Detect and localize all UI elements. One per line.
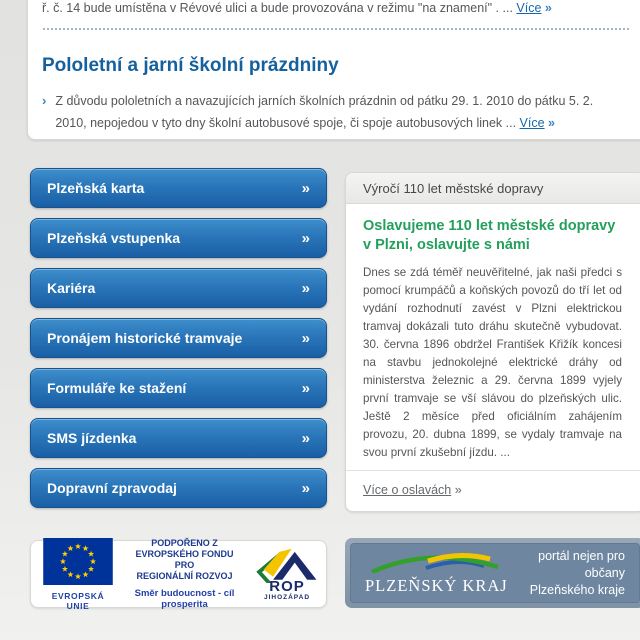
kraj-logo [365,551,508,596]
menu-item-label: Formuláře ke stažení [47,380,187,396]
news-more-link-top[interactable]: Více [516,1,542,15]
menu-item-label: Dopravní zpravodaj [47,480,177,496]
news-more-link[interactable]: Více [519,116,545,130]
news-item-clipped-text: ř. č. 14 bude umístěna v Révové ulici a bude provozována v režimu "na znamení" . ... [42,1,513,15]
menu-item-sms-jizdenka[interactable] [30,418,327,458]
menu-item-label: Plzeňská vstupenka [47,230,181,246]
kraj-banner-link[interactable] [350,543,640,603]
panel-body [346,204,640,462]
panel-title: Oslavujeme 110 let městské dopravy v Plzni, oslavujte s námi [363,218,616,253]
kraj-tagline-line: Plzeňského kraje [529,582,625,597]
dotted-divider [42,28,630,30]
chevron-right-icon: » [301,279,310,297]
kraj-brand: PLZEŇSKÝ KRAJ [365,575,508,595]
eu-funding-text [121,538,248,610]
anniversary-panel [345,172,640,512]
menu-item-label: Pronájem historické tramvaje [47,330,243,346]
more-arrow-icon: » [548,116,555,130]
chevron-right-icon: » [301,329,310,347]
panel-header: Výročí 110 let městské dopravy [346,173,640,204]
more-arrow-icon: » [454,483,462,497]
menu-item-plzenska-vstupenka[interactable] [30,218,327,258]
chevron-right-icon: » [301,429,310,447]
more-arrow-icon: » [544,1,552,15]
rop-region: JIHOZÁPAD [263,594,311,601]
menu-item-label: Plzeňská karta [47,180,145,196]
menu-item-dopravni-zpravodaj[interactable] [30,468,327,508]
menu-item-formulare-ke-stazeni[interactable] [30,368,327,408]
sidebar-menu [30,168,327,508]
kraj-tagline [508,548,625,599]
kraj-arcs-icon [370,551,502,573]
news-headline: Pololetní a jarní školní prázdniny [42,55,339,76]
eu-flag-block [39,538,117,611]
panel-footer [346,470,640,511]
chevron-bullet-icon: › [42,93,47,108]
news-card [27,0,640,140]
menu-item-pronajem-historicke-tramvaje[interactable] [30,318,327,358]
eu-funding-banner [30,538,327,611]
eu-label: EVROPSKÁ UNIE [51,590,105,611]
news-item-text [55,90,600,134]
funding-line: PODPOŘENO Z EVROPSKÉHO FONDU [135,538,234,559]
kraj-banner [345,538,640,608]
news-item [42,90,630,134]
menu-item-plzenska-karta[interactable] [30,168,327,208]
chevron-right-icon: » [301,179,310,197]
menu-item-label: SMS jízdenka [47,430,137,446]
menu-item-kariera[interactable] [30,268,327,308]
news-item-body: Z důvodu pololetních a navazujících jarních školních prázdnin od pátku 29. 1. 2010 do pátku 5. 2. 2010, nepojedou v tyto dny školní autobusové spoje, či spoje autobusových linek ... [55,94,594,130]
news-item-clipped [42,0,630,19]
panel-paragraph: Dnes se zdá téměř neuvěřitelné, jak naši předci s pomocí krumpáčů a koňských povozů do tří let od vydání rozhodnutí zavést v Plzni elektrickou tramvaj dokázali tuto dráhu skutečně vybudovat. 30. června 1896 obdržel František Křižík koncesi na stavbu jednokolejné elektrické dráhy od ministerstva železnic a 29. června 1899 vyjely první tramvaje se vší slávou do plzeňských ulic. Ještě 2 měsíce před oficiálním zahájením provozu, 20. dubna 1899, se vydaly tramvaje na svou první zkušební jízdu. ... [363,266,622,459]
eu-motto: Směr budoucnost - cíl prosperita [134,588,235,610]
funding-line: PRO [174,560,195,570]
menu-item-label: Kariéra [47,280,96,296]
rop-logo-block [252,547,322,601]
kraj-tagline-line: portál nejen pro občany [538,548,625,580]
chevron-right-icon: » [301,379,310,397]
more-celebrations-link[interactable]: Více o oslavách [363,483,452,497]
chevron-right-icon: » [301,229,310,247]
funding-line: REGIONÁLNÍ ROZVOJ [136,571,233,581]
rop-name: ROP [269,578,305,595]
eu-flag-icon [42,538,114,585]
chevron-right-icon: » [301,479,310,497]
